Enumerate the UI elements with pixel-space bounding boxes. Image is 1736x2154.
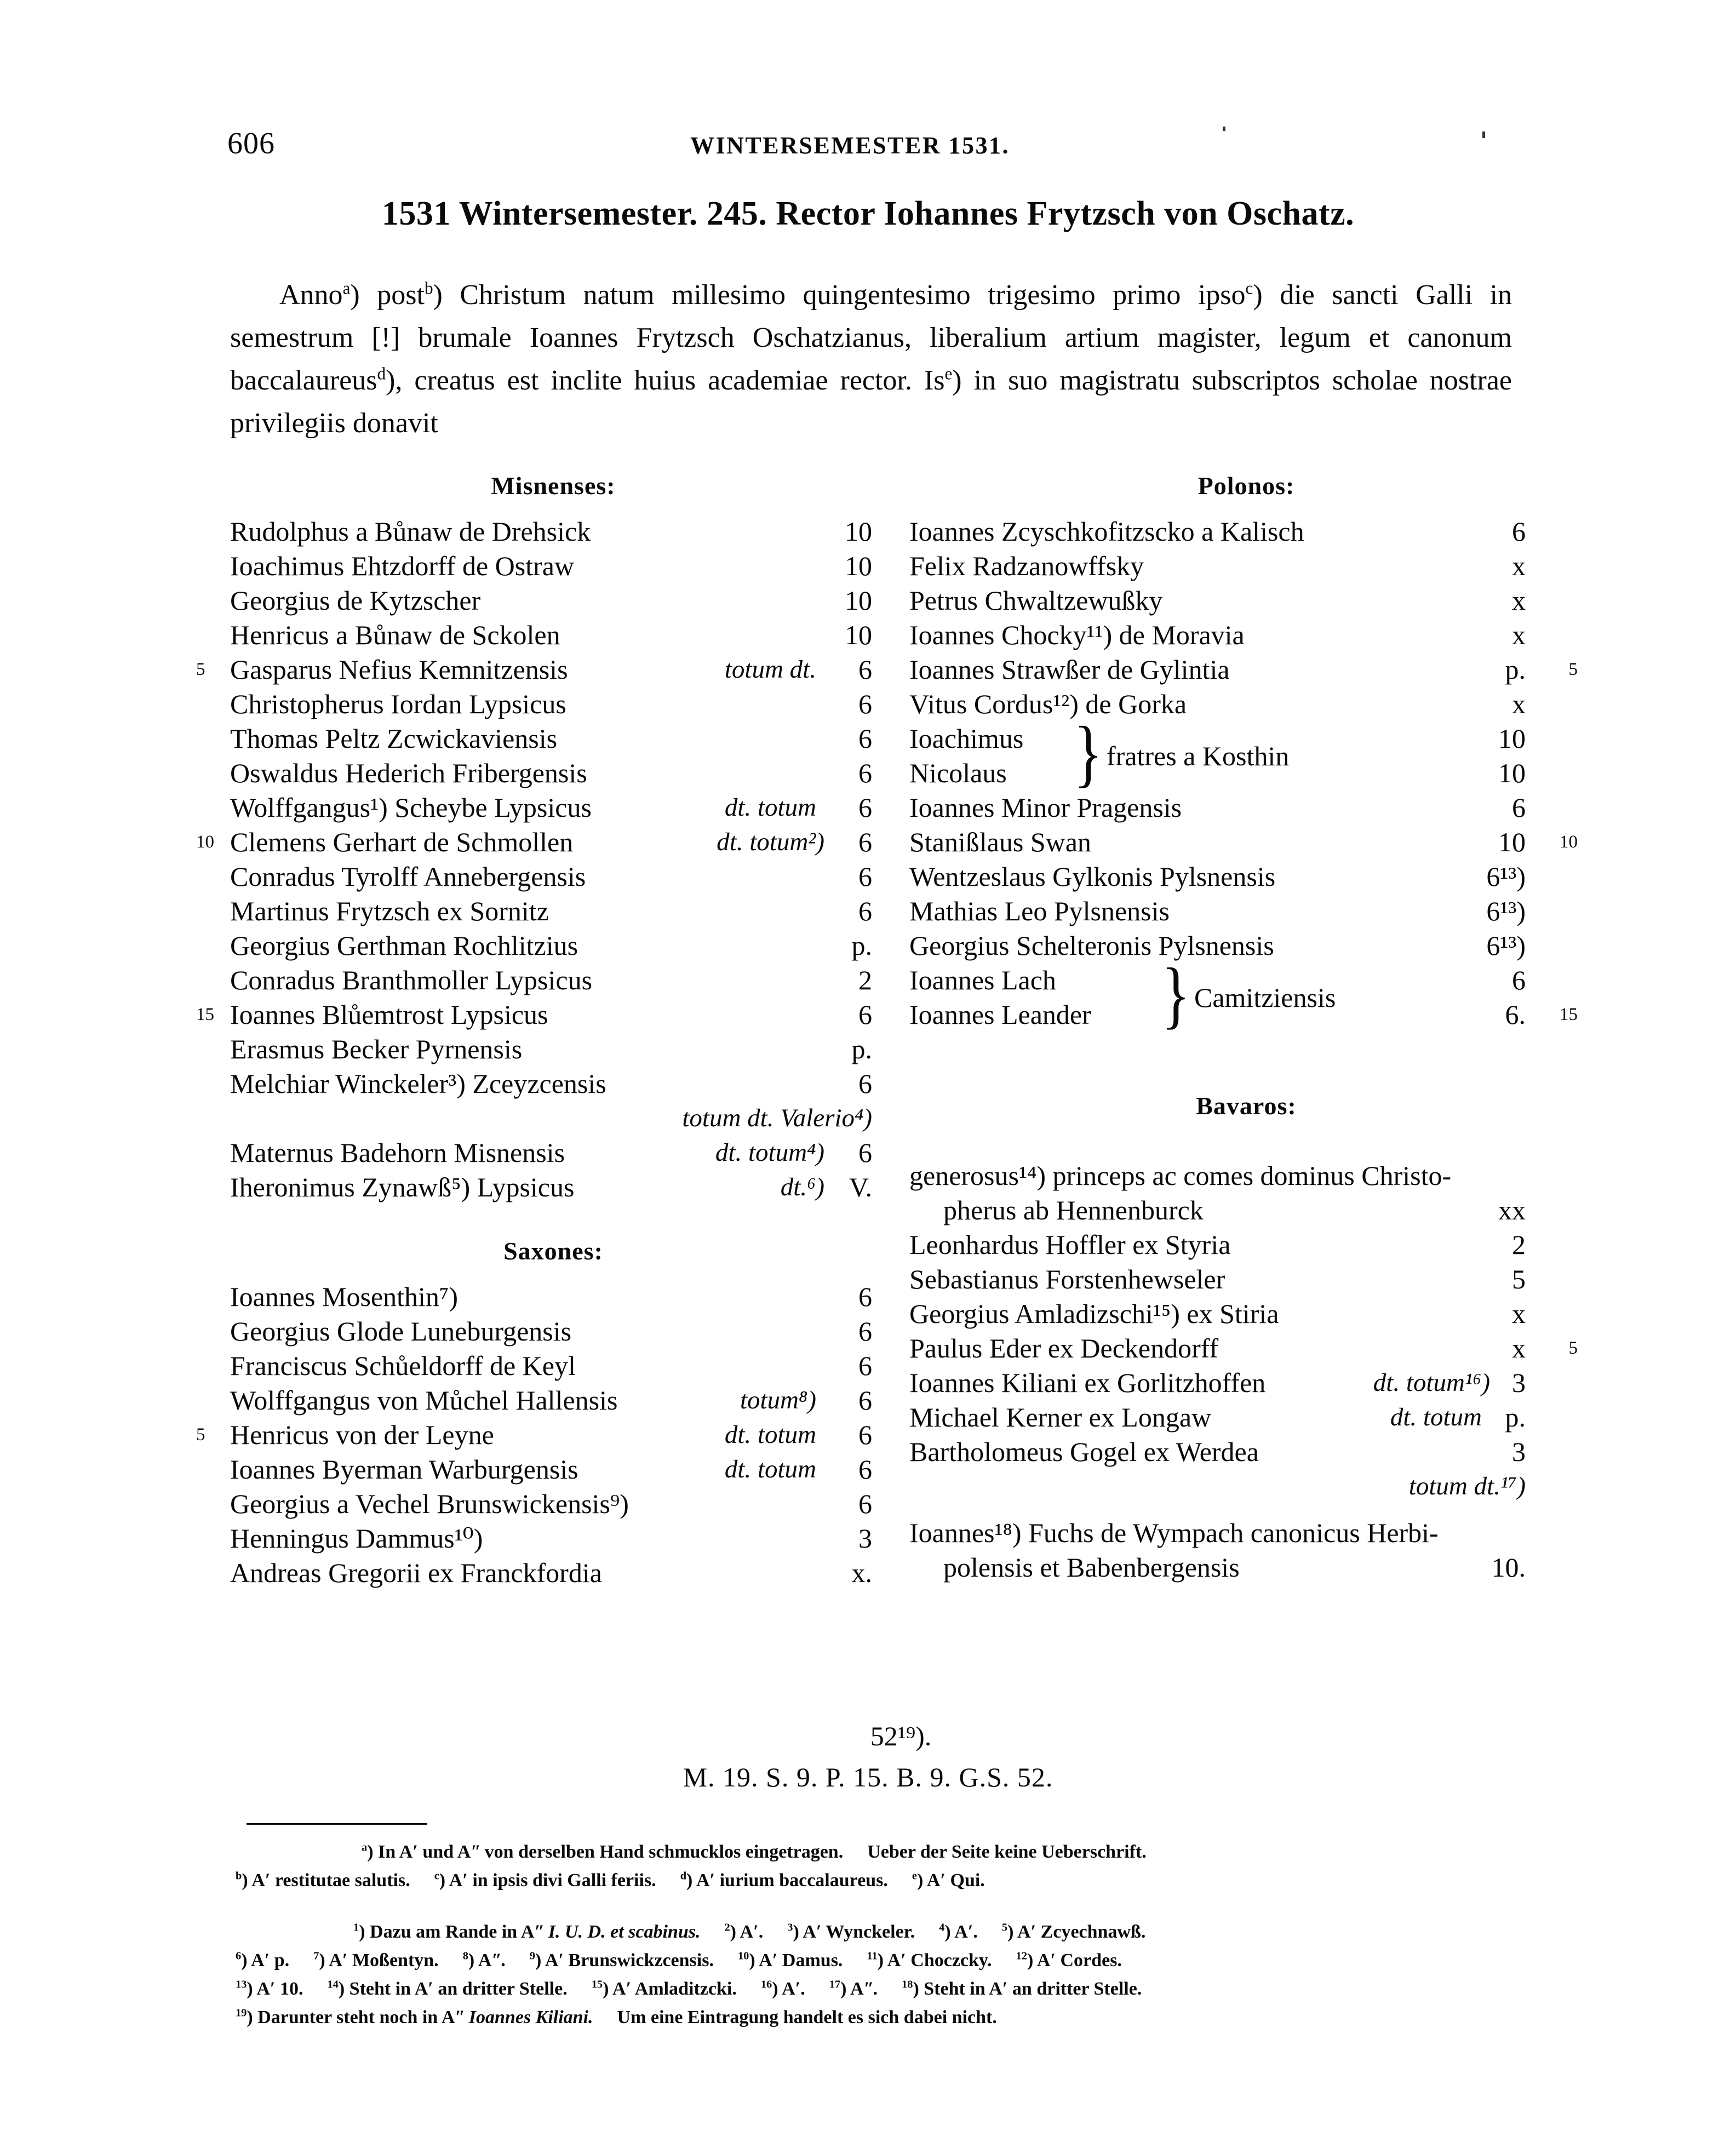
list-item [196, 825, 876, 860]
footnote-marker: 17 [829, 1978, 841, 1991]
entry-amount: 6 [1512, 516, 1526, 547]
entry-amount: 10 [1498, 827, 1526, 857]
entry-name: Paulus Eder ex Deckendorff [909, 1333, 1219, 1364]
entry-amount: 6 [858, 1454, 872, 1485]
footnote-ref-e: e [944, 364, 953, 383]
footnote-text: ) Aʹ Choczcky. [877, 1950, 992, 1970]
entry-amount: 6 [858, 896, 872, 926]
footnote-marker: 8 [462, 1950, 468, 1962]
entry-amount: 2 [1512, 1229, 1526, 1260]
entry-amount: p. [1505, 654, 1526, 685]
list-item [230, 860, 876, 894]
list-item [230, 1280, 876, 1314]
footnote-text: ) Aʹ. [944, 1922, 978, 1942]
entry-name: Stanißlaus Swan [909, 827, 1091, 857]
list-item [909, 1297, 1583, 1331]
list-item [909, 652, 1583, 687]
list-item [230, 790, 876, 825]
line-number: 5 [196, 1425, 205, 1445]
list-item [230, 618, 876, 652]
entry-name: Georgius de Kytzscher [230, 585, 481, 616]
entry-amount: 2 [858, 965, 872, 995]
footnote-marker: 13 [236, 1978, 247, 1991]
entry-amount: 6 [858, 723, 872, 754]
footnote-marker: 5 [1001, 1921, 1008, 1934]
entry-amount: 3 [858, 1523, 872, 1554]
entry-amount: 6¹³) [1486, 861, 1526, 892]
footnote-marker: b [236, 1870, 242, 1882]
footnote-text: ) Aʹ Zcyechnawß. [1007, 1922, 1146, 1942]
entry-amount: 6 [1512, 792, 1526, 823]
entry-name: Wentzeslaus Gylkonis Pylsnensis [909, 861, 1276, 892]
entry-amount: 3 [1512, 1436, 1526, 1467]
entry-note: dt. totum [724, 1455, 816, 1483]
footnote-text: ) Aʹ in ipsis divi Galli feriis. [439, 1870, 656, 1891]
entry-name: Michael Kerner ex Longaw [909, 1402, 1212, 1433]
entry-amount: 6¹³) [1486, 896, 1526, 926]
scan-speck [1482, 131, 1485, 138]
footnote-text: ) Dazu am Rande in Aʺ [359, 1922, 548, 1942]
intro-text-f: ) in suo magistratu subscriptos scholae nostrae privilegiis donavit [230, 365, 1512, 439]
entry-name: Georgius Schelteronis Pylsnensis [909, 930, 1274, 961]
intro-text-b: ) post [350, 279, 425, 311]
entry-name: Ioannes Zcyschkofitzscko a Kalisch [909, 516, 1304, 547]
list-item [909, 825, 1583, 860]
list-item [230, 1136, 876, 1170]
footnote-text: ) Darunter steht noch in Aʺ [247, 2007, 469, 2027]
footnote-row [236, 1975, 1501, 2003]
footnote-marker: 2 [724, 1921, 730, 1934]
footnote-text: ) Aʹ Wynckeler. [793, 1922, 915, 1942]
footnote-text: ) Aʹ. [772, 1979, 805, 1999]
standalone-note: totum dt.¹⁷) [1408, 1472, 1526, 1500]
entry-name: Sebastianus Forstenhewseler [909, 1264, 1225, 1294]
entry-name: Gasparus Nefius Kemnitzensis [230, 654, 568, 685]
entry-name: Nicolaus [909, 758, 1007, 788]
entry-amount: 6 [858, 758, 872, 788]
footnote-numbers [236, 1918, 1501, 2032]
footnote-marker: a [362, 1841, 368, 1854]
entry-name: Ioannes Kiliani ex Gorlitzhoffen [909, 1367, 1266, 1398]
entry-note: totum⁸) [740, 1386, 816, 1414]
entry-name: Thomas Peltz Zcwickaviensis [230, 723, 558, 754]
entry-note: dt. totum⁴) [715, 1138, 824, 1167]
footnote-row [236, 1918, 1501, 1946]
list-item [909, 1400, 1583, 1435]
list-item [909, 1262, 1583, 1297]
brace-label: fratres a Kosthin [1107, 741, 1290, 771]
list-item [909, 1435, 1583, 1469]
entry-name: Melchiar Winckeler³) Zceyzcensis [230, 1068, 606, 1099]
entry-amount: 10 [845, 516, 872, 547]
entry-amount: x [1512, 1298, 1526, 1329]
entry-name: Georgius Gerthman Rochlitzius [230, 930, 578, 961]
left-column [196, 471, 876, 1590]
summary-line: M. 19. S. 9. P. 15. B. 9. G.S. 52. [683, 1762, 1053, 1792]
list-item [909, 894, 1583, 929]
entry-amount: 6 [858, 689, 872, 719]
footnote-ref-c: c [1245, 278, 1253, 298]
entry-amount: 3 [1512, 1367, 1526, 1398]
entry-amount: 6. [1505, 999, 1526, 1030]
intro-text-e: ), creatus est inclite huius academiae rector. Is [386, 365, 945, 396]
entry-amount: 10 [1498, 723, 1526, 754]
footnote-marker: e [912, 1870, 917, 1882]
footnote-marker: 6 [236, 1950, 242, 1962]
scan-speck [1223, 127, 1225, 131]
group-heading-bavaros: Bavaros: [1196, 1092, 1297, 1120]
page-title: 1531 Wintersemester. 245. Rector Iohannes Frytzsch von Oschatz. [381, 195, 1355, 232]
list-item [230, 1170, 876, 1205]
entry-name: Ioachimus [909, 723, 1024, 754]
entry-name: Petrus Chwaltzewußky [909, 585, 1163, 616]
entry-name: Ioannes Strawßer de Gylintia [909, 654, 1230, 685]
list-item [230, 756, 876, 790]
entry-amount: 6 [858, 1419, 872, 1450]
footnote-row [236, 1838, 1501, 1866]
list-item [230, 721, 876, 756]
line-number: 10 [196, 832, 214, 852]
list-item [196, 998, 876, 1032]
list-item [909, 514, 1583, 549]
list-item [230, 1487, 876, 1521]
entry-name: Iheronimus Zynawß⁵) Lypsicus [230, 1172, 575, 1202]
brace-group-kosthin [909, 711, 1583, 795]
footnote-marker: 10 [737, 1950, 749, 1962]
entry-name: Wolffgangus¹) Scheybe Lypsicus [230, 792, 592, 823]
total-count [0, 1720, 1736, 1752]
entry-note: dt. totum [724, 1420, 816, 1449]
footnote-text: ) Aʹ iurium baccalaureus. [686, 1870, 888, 1891]
footnote-marker: 15 [591, 1978, 603, 1991]
list-item [909, 1366, 1583, 1400]
entry-amount: 10 [1498, 758, 1526, 788]
entry-amount: 6 [858, 999, 872, 1030]
footnote-row [236, 1946, 1501, 1975]
line-number: 5 [196, 660, 205, 679]
line-number: 5 [1568, 1338, 1578, 1358]
running-head-title: WINTERSEMESTER 1531. [690, 132, 1010, 159]
curly-brace-icon: } [1161, 952, 1190, 1036]
entry-amount: 6 [858, 1281, 872, 1312]
list-item [909, 1228, 1583, 1262]
footnote-row [236, 2003, 1501, 2032]
entry-name: Andreas Gregorii ex Franckfordia [230, 1557, 602, 1588]
entry-amount: p. [1505, 1402, 1526, 1433]
intro-text-c: ) Christum natum millesimo quingentesimo trigesimo primo ipso [433, 279, 1246, 311]
list-item [230, 1067, 876, 1101]
entry-amount: p. [851, 930, 872, 961]
entry-name-cont: polensis et Babenbergensis [943, 1552, 1240, 1583]
entry-amount: p. [851, 1034, 872, 1064]
footnote-marker: 11 [867, 1950, 878, 1962]
list-item [196, 1418, 876, 1452]
footnote-text: Ueber der Seite keine Ueberschrift. [867, 1842, 1147, 1862]
intro-text-a: Anno [279, 279, 343, 311]
intro-paragraph [230, 274, 1512, 445]
line-number: 10 [1560, 832, 1578, 852]
entry-amount: x [1512, 551, 1526, 581]
entry-name: Ioachimus Ehtzdorff de Ostraw [230, 551, 575, 581]
entry-note: dt. totum¹⁶) [1373, 1368, 1490, 1397]
entry-name: Leonhardus Hoffler ex Styria [909, 1229, 1231, 1260]
folio-number: 606 [227, 127, 275, 161]
entry-name: Vitus Cordus¹²) de Gorka [909, 689, 1187, 719]
footnote-text: ) Aʹ Moßentyn. [319, 1950, 439, 1970]
footnote-text: ) Aʹ p. [241, 1950, 290, 1970]
footnote-ref-a: a [342, 278, 351, 298]
list-item [909, 687, 1583, 721]
entry-note: dt. totum [724, 793, 816, 822]
list-item [230, 1314, 876, 1349]
entry-amount: x. [851, 1557, 872, 1588]
footnote-text: Um eine Eintragung handelt es sich dabei nicht. [617, 2007, 997, 2027]
footnote-marker: d [680, 1870, 687, 1882]
entry-name: Ioannes Byerman Warburgensis [230, 1454, 578, 1485]
footnote-marker: 19 [236, 2007, 247, 2019]
entry-name: generosus¹⁴) princeps ac comes dominus Christo- [909, 1160, 1452, 1191]
list-item [909, 1159, 1583, 1228]
entry-name: Franciscus Schůeldorff de Keyl [230, 1350, 576, 1381]
standalone-note: totum dt. Valerio⁴) [682, 1104, 872, 1132]
list-item [230, 1349, 876, 1383]
footnote-marker: 1 [353, 1921, 359, 1934]
curly-brace-icon: } [1074, 711, 1103, 795]
footnote-text: ) Aʹ restitutae salutis. [242, 1870, 410, 1891]
entry-amount: 6 [858, 654, 872, 685]
entry-name: Georgius Glode Luneburgensis [230, 1316, 572, 1347]
entry-amount: 6¹³) [1486, 930, 1526, 961]
footnote-divider [247, 1823, 427, 1825]
entry-amount: 6 [858, 861, 872, 892]
entry-name: Henningus Dammus¹⁰) [230, 1523, 483, 1554]
list-item [230, 583, 876, 618]
footnote-text: ) Aʹ 10. [247, 1979, 303, 1999]
group-heading-polonos: Polonos: [1198, 472, 1295, 500]
footnote-marker: 7 [313, 1950, 319, 1962]
list-item [909, 860, 1583, 894]
entry-name: Christopherus Iordan Lypsicus [230, 689, 566, 719]
entry-name: Clemens Gerhart de Schmollen [230, 827, 574, 857]
footnote-text: ) Aʺ. [468, 1950, 506, 1970]
list-item [230, 1032, 876, 1067]
footnote-italic: Ioannes Kiliani. [468, 2007, 593, 2027]
line-number: 15 [196, 1005, 214, 1024]
entry-name: Ioannes Chocky¹¹) de Moravia [909, 620, 1245, 650]
list-item [230, 514, 876, 549]
group-heading-saxones: Saxones: [503, 1237, 603, 1265]
entry-amount: 6 [858, 827, 872, 857]
list-item [909, 929, 1583, 963]
footnotes-block [236, 1838, 1501, 2044]
footnote-marker: 9 [529, 1950, 535, 1962]
entry-amount: 6 [858, 792, 872, 823]
entry-name: Ioannes Minor Pragensis [909, 792, 1182, 823]
entry-name: Felix Radzanowffsky [909, 551, 1144, 581]
entry-name: Oswaldus Hederich Fribergensis [230, 758, 587, 788]
entry-name: Ioannes¹⁸) Fuchs de Wympach canonicus Herbi- [909, 1517, 1439, 1548]
entry-amount: 10. [1491, 1552, 1526, 1583]
footnote-marker: 12 [1016, 1950, 1027, 1962]
footnote-marker: c [434, 1870, 439, 1882]
entry-amount: V. [849, 1172, 872, 1202]
entry-name: Wolffgangus von Můchel Hallensis [230, 1385, 618, 1416]
entry-name: Martinus Frytzsch ex Sornitz [230, 896, 549, 926]
footnote-text: ) Aʺ. [840, 1979, 878, 1999]
entry-name: Georgius Amladizschi¹⁵) ex Stiria [909, 1298, 1279, 1329]
footnote-text: ) Aʹ Amladitzcki. [603, 1979, 737, 1999]
footnote-text: ) In Aʹ und Aʺ von derselben Hand schmucklos eingetragen. [367, 1842, 844, 1862]
footnote-italic: I. U. D. et scabinus. [548, 1922, 701, 1942]
entry-name: Georgius a Vechel Brunswickensis⁹) [230, 1488, 629, 1519]
entry-name-cont: pherus ab Hennenburck [943, 1195, 1204, 1225]
footnote-marker: 14 [327, 1978, 339, 1991]
entry-amount: x [1512, 689, 1526, 719]
brace-label: Camitziensis [1194, 982, 1336, 1013]
entry-note: totum dt. [724, 655, 816, 684]
list-item [230, 549, 876, 583]
footnote-text: ) Aʹ Brunswickzcensis. [535, 1950, 714, 1970]
entry-name: Conradus Branthmoller Lypsicus [230, 965, 593, 995]
entry-amount: 6 [858, 1316, 872, 1347]
entry-name: Erasmus Becker Pyrnensis [230, 1034, 523, 1064]
footnote-marker: 16 [760, 1978, 772, 1991]
entry-amount: 6 [858, 1385, 872, 1416]
list-item [230, 894, 876, 929]
list-item [909, 1331, 1583, 1366]
brace-group-camitziensis [909, 952, 1583, 1036]
footnote-text: ) Steht in Aʹ an dritter Stelle. [913, 1979, 1142, 1999]
footnote-marker: 18 [902, 1978, 913, 1991]
entry-name: Henricus von der Leyne [230, 1419, 494, 1450]
list-item [230, 1452, 876, 1487]
entry-amount: x [1512, 620, 1526, 650]
right-column [909, 471, 1583, 1585]
list-item [230, 687, 876, 721]
group-heading-misnenses: Misnenses: [491, 472, 616, 500]
list-item [909, 790, 1583, 825]
entry-amount: 6 [1512, 965, 1526, 995]
footnote-letters [236, 1838, 1501, 1895]
entry-name: Conradus Tyrolff Annebergensis [230, 861, 586, 892]
entry-amount: 6 [858, 1137, 872, 1168]
entry-note: dt. totum²) [717, 828, 824, 856]
entry-name: Ioannes Lach [909, 965, 1056, 995]
running-head [0, 126, 1736, 164]
entry-amount: xx [1498, 1195, 1526, 1225]
entry-name: Mathias Leo Pylsnensis [909, 896, 1170, 926]
entry-amount: 5 [1512, 1264, 1526, 1294]
list-item [230, 1556, 876, 1590]
list-item [230, 963, 876, 998]
entry-amount: 6 [858, 1068, 872, 1099]
intro-text-d: ) die sancti Galli in semestrum [!] brumale Ioannes Frytzsch Oschatzianus, liberalium artium magister, legum et canonum baccalaureus [230, 279, 1512, 396]
footnote-text: ) Steht in Aʹ an dritter Stelle. [338, 1979, 568, 1999]
footnote-text: ) Aʹ Cordes. [1027, 1950, 1122, 1970]
footnote-marker: 4 [939, 1921, 945, 1934]
entry-name: Bartholomeus Gogel ex Werdea [909, 1436, 1259, 1467]
list-item [230, 1521, 876, 1556]
entry-name: Maternus Badehorn Misnensis [230, 1137, 565, 1168]
list-item [909, 1516, 1583, 1585]
footnote-text: ) Aʹ. [730, 1922, 764, 1942]
footnote-text: ) Aʹ Damus. [749, 1950, 843, 1970]
list-item [196, 652, 876, 687]
total-count-value: 52¹⁹). [870, 1721, 932, 1751]
entry-amount: 6 [858, 1350, 872, 1381]
footnote-row [236, 1866, 1501, 1895]
entry-note: dt.⁶) [780, 1173, 824, 1201]
line-number: 5 [1568, 660, 1578, 679]
entry-amount: 10 [845, 551, 872, 581]
entry-name: Henricus a Bůnaw de Sckolen [230, 620, 560, 650]
entry-amount: x [1512, 585, 1526, 616]
line-number: 15 [1560, 1005, 1578, 1024]
entry-amount: 6 [858, 1488, 872, 1519]
entry-note: dt. totum [1390, 1403, 1482, 1431]
list-item [909, 583, 1583, 618]
entry-name: Ioannes Blůemtrost Lypsicus [230, 999, 548, 1030]
footnote-marker: 3 [787, 1921, 793, 1934]
list-item [909, 549, 1583, 583]
footnote-text: ) Aʹ Qui. [916, 1870, 985, 1891]
list-item [230, 1383, 876, 1418]
entry-name: Ioannes Mosenthin⁷) [230, 1281, 458, 1312]
footnote-ref-d: d [377, 364, 386, 383]
list-item [909, 618, 1583, 652]
entry-amount: x [1512, 1333, 1526, 1364]
entry-name: Rudolphus a Bůnaw de Drehsick [230, 516, 591, 547]
entry-amount: 10 [845, 585, 872, 616]
list-item [230, 929, 876, 963]
footnote-ref-b: b [424, 278, 433, 298]
entry-amount: 10 [845, 620, 872, 650]
entry-name: Ioannes Leander [909, 999, 1091, 1030]
